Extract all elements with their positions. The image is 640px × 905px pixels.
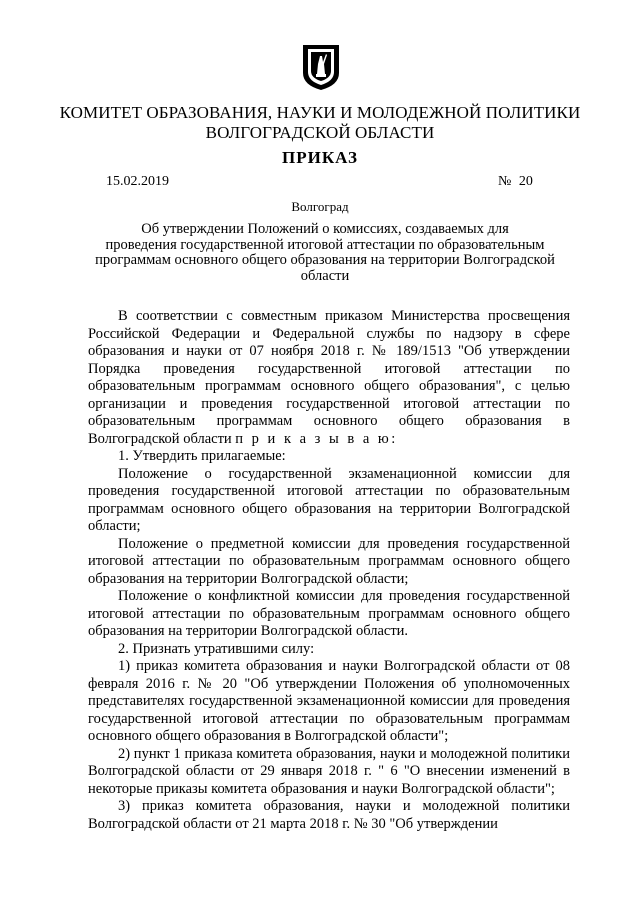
subject-line-3: программам основного общего образования на территории Волгоградской xyxy=(95,252,555,268)
body-paragraph: Положение о конфликтной комиссии для проведения государственной итоговой аттестации по образовательным программам основного общего образования на территории Волгоградской области. xyxy=(88,588,570,639)
body-paragraph: 3) приказ комитета образования, науки и молодежной политики Волгоградской области от 21 марта 2018 г. № 30 "Об утверждении xyxy=(88,798,570,832)
order-subject xyxy=(90,222,560,284)
body-paragraph: 2) пункт 1 приказа комитета образования, науки и молодежной политики Волгоградской области от 29 января 2018 г. " 6 "О внесении изменений в некоторые приказы комитета образования и науки Волгоградской области"; xyxy=(88,745,570,797)
volgograd-coat-of-arms-icon xyxy=(300,43,342,91)
subject-line-2: проведения государственной итоговой аттестации по образовательным xyxy=(105,236,545,253)
body-paragraph: Положение о государственной экзаменационной комиссии для проведения государственной итоговой аттестации по образовательным программам основного общего образования на территории Волгоградской области; xyxy=(88,465,570,534)
order-date: 15.02.2019 xyxy=(106,174,169,189)
org-line-2: ВОЛГОГРАДСКОЙ ОБЛАСТИ xyxy=(205,123,435,142)
body-paragraph: 1. Утвердить прилагаемые: xyxy=(118,448,286,464)
preamble-text: В соответствии с совместным приказом Министерства просвещения Российской Федерации и Федеральной службы по надзору в сфере образования и науки от 07 ноября 2018 г. № 189/1513 "Об утверждении Порядка проведения государственной итоговой аттестации по образовательным программам основного общего образования", с целью организации и проведения государственной итоговой аттестации по образовательным программам основного общего образования в Волгоградской области xyxy=(88,308,570,447)
org-line-1: КОМИТЕТ ОБРАЗОВАНИЯ, НАУКИ И МОЛОДЕЖНОЙ ПОЛИТИКИ xyxy=(59,103,581,122)
subject-line-4: области xyxy=(300,267,350,284)
preamble-paragraph xyxy=(88,308,570,448)
city-name: Волгоград xyxy=(291,199,349,214)
order-number: № 20 xyxy=(498,174,533,189)
order-word: п р и к а з ы в а ю: xyxy=(235,430,398,447)
document-type-title: ПРИКАЗ xyxy=(282,148,358,167)
subject-line-1: Об утверждении Положений о комиссиях, создаваемых для xyxy=(141,221,509,237)
body-paragraph: 2. Признать утратившими силу: xyxy=(118,640,315,657)
body-paragraph: 1) приказ комитета образования и науки Волгоградской области от 08 февраля 2016 г. № 20 "Об утверждении Положения об уполномоченных представителях государственной экзаменационной комиссии для проведения государственной итоговой аттестации по образовательным программам основного общего образования в Волгоградской области"; xyxy=(88,658,570,744)
body-paragraph: Положение о предметной комиссии для проведения государственной итоговой аттестации по образовательным программам основного общего образования на территории Волгоградской области; xyxy=(88,535,570,587)
order-body xyxy=(88,308,570,833)
organization-name xyxy=(40,103,600,143)
